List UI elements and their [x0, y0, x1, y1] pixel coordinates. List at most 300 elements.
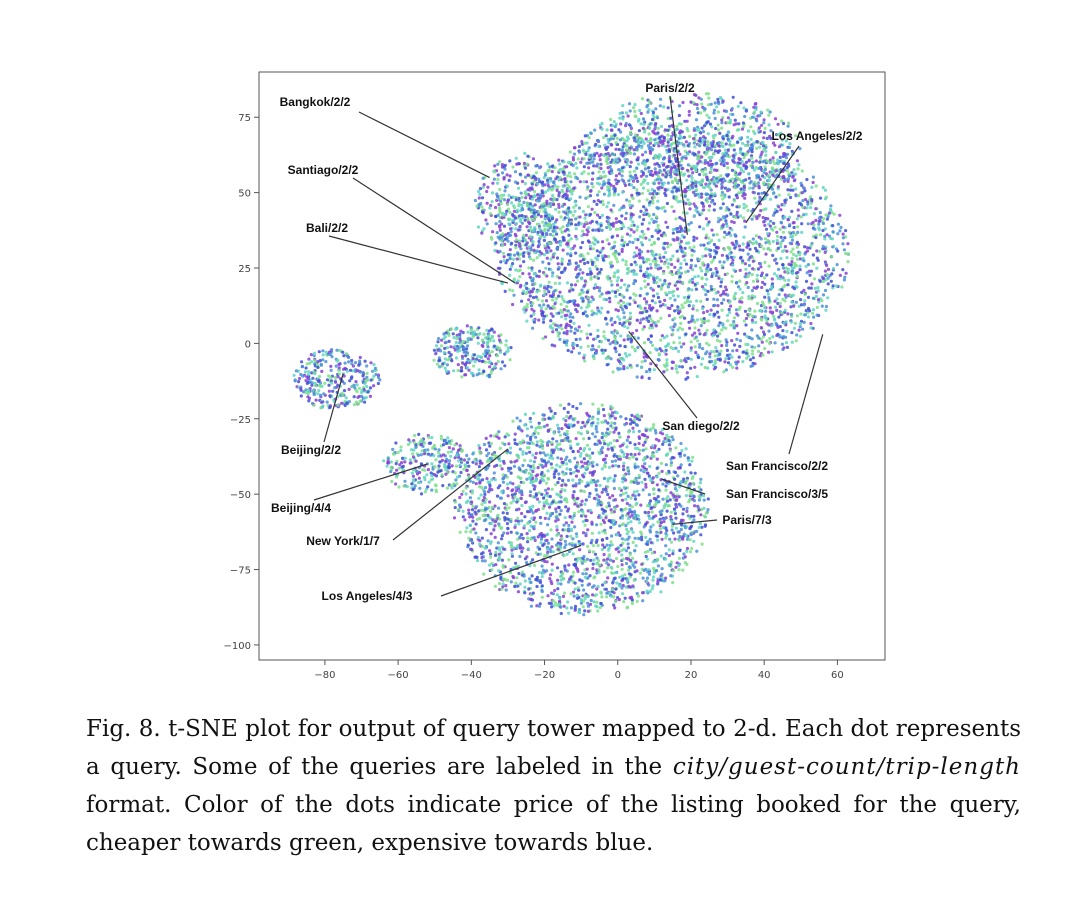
scatter-point — [653, 220, 656, 223]
scatter-point — [759, 309, 762, 312]
scatter-point — [506, 200, 509, 203]
scatter-point — [744, 167, 747, 170]
scatter-point — [575, 338, 578, 341]
scatter-point — [759, 156, 762, 159]
scatter-point — [705, 247, 708, 250]
scatter-point — [726, 166, 729, 169]
scatter-point — [663, 350, 666, 353]
scatter-point — [587, 205, 590, 208]
scatter-point — [577, 157, 580, 160]
scatter-point — [741, 128, 744, 131]
scatter-point — [632, 197, 635, 200]
scatter-point — [558, 266, 561, 269]
scatter-point — [629, 152, 632, 155]
scatter-point — [648, 304, 651, 307]
scatter-point — [654, 170, 657, 173]
scatter-point — [631, 220, 634, 223]
scatter-point — [698, 144, 701, 147]
scatter-point — [533, 190, 536, 193]
scatter-point — [723, 236, 726, 239]
scatter-point — [546, 162, 549, 165]
scatter-point — [745, 109, 748, 112]
scatter-point — [480, 205, 483, 208]
scatter-point — [643, 478, 646, 481]
scatter-point — [702, 130, 705, 133]
scatter-point — [825, 305, 828, 308]
scatter-point — [609, 118, 612, 121]
scatter-point — [649, 263, 652, 266]
scatter-point — [530, 266, 533, 269]
scatter-point — [643, 142, 646, 145]
scatter-point — [576, 280, 579, 283]
scatter-point — [678, 114, 681, 117]
scatter-point — [578, 352, 581, 355]
scatter-point — [716, 298, 719, 301]
tsne-scatter-plot — [205, 62, 900, 702]
scatter-point — [557, 312, 560, 315]
scatter-point — [731, 169, 734, 172]
scatter-point — [563, 194, 566, 197]
scatter-point — [735, 281, 738, 284]
scatter-point — [747, 258, 750, 261]
scatter-point — [698, 225, 701, 228]
scatter-point — [539, 285, 542, 288]
scatter-point — [528, 245, 531, 248]
scatter-point — [741, 142, 744, 145]
scatter-point — [544, 267, 547, 270]
scatter-point — [792, 253, 795, 256]
scatter-point — [518, 202, 521, 205]
scatter-point — [594, 435, 597, 438]
scatter-point — [704, 293, 707, 296]
scatter-point — [563, 331, 566, 334]
scatter-point — [685, 179, 688, 182]
scatter-point — [644, 151, 647, 154]
scatter-point — [625, 212, 628, 215]
scatter-point — [552, 203, 555, 206]
scatter-point — [579, 254, 582, 257]
scatter-point — [736, 141, 739, 144]
scatter-point — [478, 203, 481, 206]
scatter-point — [621, 191, 624, 194]
scatter-point — [830, 255, 833, 258]
scatter-point — [786, 169, 789, 172]
scatter-point — [561, 225, 564, 228]
scatter-point — [710, 309, 713, 312]
scatter-point — [601, 240, 604, 243]
scatter-point — [615, 221, 618, 224]
scatter-point — [625, 198, 628, 201]
scatter-point — [522, 537, 525, 540]
scatter-point — [519, 253, 522, 256]
scatter-point — [622, 462, 625, 465]
scatter-point — [525, 243, 528, 246]
scatter-point — [661, 140, 664, 143]
scatter-point — [786, 283, 789, 286]
scatter-point — [509, 481, 512, 484]
scatter-point — [593, 287, 596, 290]
scatter-point — [690, 259, 693, 262]
scatter-point — [678, 122, 681, 125]
scatter-point — [726, 256, 729, 259]
scatter-point — [659, 179, 662, 182]
scatter-point — [495, 222, 498, 225]
scatter-point — [578, 215, 581, 218]
scatter-point — [771, 254, 774, 257]
scatter-point — [813, 212, 816, 215]
scatter-point — [559, 324, 562, 327]
scatter-point — [816, 286, 819, 289]
scatter-point — [547, 262, 550, 265]
scatter-point — [524, 579, 527, 582]
scatter-point — [687, 144, 690, 147]
scatter-point — [585, 180, 588, 183]
scatter-point — [506, 532, 509, 535]
scatter-point — [510, 531, 513, 534]
scatter-point — [798, 253, 801, 256]
scatter-point — [599, 158, 602, 161]
scatter-point — [619, 367, 622, 370]
scatter-point — [566, 330, 569, 333]
scatter-point — [779, 275, 782, 278]
scatter-point — [626, 326, 629, 329]
scatter-point — [701, 277, 704, 280]
scatter-point — [796, 258, 799, 261]
scatter-point — [725, 368, 728, 371]
scatter-point — [616, 234, 619, 237]
scatter-point — [663, 279, 666, 282]
scatter-point — [742, 236, 745, 239]
scatter-point — [742, 170, 745, 173]
scatter-point — [645, 175, 648, 178]
scatter-point — [761, 354, 764, 357]
scatter-point — [738, 244, 741, 247]
scatter-point — [539, 235, 542, 238]
scatter-point — [789, 242, 792, 245]
scatter-point — [833, 213, 836, 216]
scatter-point — [596, 329, 599, 332]
scatter-point — [533, 564, 536, 567]
scatter-point — [700, 193, 703, 196]
scatter-point — [560, 315, 563, 318]
scatter-point — [502, 511, 505, 514]
scatter-point — [683, 259, 686, 262]
scatter-point — [497, 195, 500, 198]
scatter-point — [668, 125, 671, 128]
scatter-point — [676, 305, 679, 308]
scatter-point — [714, 127, 717, 130]
scatter-point — [756, 285, 759, 288]
scatter-point — [791, 257, 794, 260]
scatter-point — [482, 551, 485, 554]
scatter-point — [824, 213, 827, 216]
scatter-point — [522, 260, 525, 263]
scatter-point — [726, 349, 729, 352]
scatter-point — [574, 268, 577, 271]
scatter-point — [606, 363, 609, 366]
scatter-point — [625, 260, 628, 263]
scatter-point — [560, 537, 563, 540]
scatter-point — [705, 217, 708, 220]
scatter-point — [716, 98, 719, 101]
scatter-point — [706, 193, 709, 196]
scatter-point — [751, 352, 754, 355]
scatter-point — [515, 576, 518, 579]
scatter-point — [667, 181, 670, 184]
scatter-point — [681, 101, 684, 104]
scatter-point — [552, 322, 555, 325]
scatter-point — [629, 175, 632, 178]
scatter-point — [574, 217, 577, 220]
scatter-point — [651, 587, 654, 590]
scatter-point — [639, 210, 642, 213]
scatter-point — [538, 227, 541, 230]
scatter-point — [800, 182, 803, 185]
scatter-point — [741, 249, 744, 252]
scatter-point — [605, 322, 608, 325]
scatter-point — [656, 475, 659, 478]
scatter-point — [706, 329, 709, 332]
scatter-point — [553, 166, 556, 169]
scatter-point — [784, 309, 787, 312]
scatter-point — [658, 278, 661, 281]
scatter-point — [623, 152, 626, 155]
scatter-point — [693, 326, 696, 329]
scatter-point — [514, 433, 517, 436]
scatter-point — [583, 457, 586, 460]
scatter-point — [679, 266, 682, 269]
scatter-point — [532, 313, 535, 316]
scatter-point — [691, 254, 694, 257]
scatter-point — [560, 240, 563, 243]
scatter-point — [662, 272, 665, 275]
scatter-point — [738, 345, 741, 348]
scatter-point — [747, 297, 750, 300]
scatter-point — [656, 292, 659, 295]
scatter-point — [529, 490, 532, 493]
scatter-point — [774, 341, 777, 344]
scatter-point — [746, 209, 749, 212]
scatter-point — [737, 165, 740, 168]
scatter-point — [560, 271, 563, 274]
scatter-point — [599, 311, 602, 314]
scatter-point — [586, 273, 589, 276]
scatter-point — [620, 214, 623, 217]
scatter-point — [602, 170, 605, 173]
scatter-point — [723, 164, 726, 167]
scatter-point — [725, 214, 728, 217]
scatter-point — [779, 156, 782, 159]
scatter-point — [799, 322, 802, 325]
scatter-point — [633, 136, 636, 139]
scatter-point — [696, 103, 699, 106]
scatter-point — [517, 229, 520, 232]
scatter-point — [545, 232, 548, 235]
scatter-point — [526, 303, 529, 306]
scatter-point — [749, 125, 752, 128]
scatter-point — [718, 239, 721, 242]
scatter-point — [687, 241, 690, 244]
scatter-point — [700, 269, 703, 272]
scatter-point — [496, 182, 499, 185]
scatter-point — [691, 307, 694, 310]
scatter-point — [552, 230, 555, 233]
scatter-point — [671, 367, 674, 370]
scatter-point — [791, 235, 794, 238]
scatter-point — [538, 422, 541, 425]
scatter-point — [602, 203, 605, 206]
scatter-point — [699, 244, 702, 247]
scatter-point — [629, 109, 632, 112]
scatter-point — [761, 174, 764, 177]
scatter-point — [519, 225, 522, 228]
scatter-point — [618, 117, 621, 120]
scatter-point — [586, 141, 589, 144]
scatter-point — [671, 333, 674, 336]
scatter-point — [740, 256, 743, 259]
scatter-point — [592, 338, 595, 341]
scatter-point — [696, 162, 699, 165]
scatter-point — [660, 462, 663, 465]
scatter-point — [718, 321, 721, 324]
scatter-point — [738, 137, 741, 140]
scatter-point — [704, 254, 707, 257]
scatter-point — [619, 445, 622, 448]
scatter-point — [782, 322, 785, 325]
scatter-point — [537, 213, 540, 216]
scatter-point — [549, 528, 552, 531]
scatter-point — [622, 301, 625, 304]
scatter-point — [748, 272, 751, 275]
scatter-point — [760, 286, 763, 289]
scatter-point — [556, 175, 559, 178]
scatter-point — [574, 283, 577, 286]
scatter-point — [643, 356, 646, 359]
scatter-point — [701, 307, 704, 310]
scatter-point — [796, 241, 799, 244]
scatter-point — [627, 137, 630, 140]
scatter-point — [646, 159, 649, 162]
scatter-point — [789, 263, 792, 266]
scatter-point — [764, 168, 767, 171]
scatter-point — [775, 309, 778, 312]
scatter-point — [788, 231, 791, 234]
scatter-point — [486, 186, 489, 189]
scatter-point — [723, 195, 726, 198]
scatter-point — [532, 296, 535, 299]
scatter-point — [547, 246, 550, 249]
scatter-point — [617, 180, 620, 183]
scatter-point — [514, 246, 517, 249]
scatter-point — [683, 144, 686, 147]
scatter-point — [526, 217, 529, 220]
scatter-point — [735, 324, 738, 327]
scatter-point — [664, 544, 667, 547]
scatter-point — [596, 214, 599, 217]
scatter-point — [643, 280, 646, 283]
scatter-point — [752, 356, 755, 359]
scatter-point — [589, 270, 592, 273]
scatter-point — [710, 285, 713, 288]
scatter-point — [598, 495, 601, 498]
scatter-point — [683, 470, 686, 473]
scatter-point — [728, 353, 731, 356]
scatter-point — [776, 333, 779, 336]
scatter-point — [715, 185, 718, 188]
scatter-point — [569, 312, 572, 315]
scatter-point — [801, 191, 804, 194]
scatter-point — [783, 199, 786, 202]
scatter-point — [686, 127, 689, 130]
scatter-point — [659, 256, 662, 259]
scatter-point — [699, 131, 702, 134]
scatter-point — [587, 345, 590, 348]
scatter-point — [708, 204, 711, 207]
scatter-point — [646, 292, 649, 295]
scatter-point — [519, 218, 522, 221]
scatter-point — [707, 184, 710, 187]
scatter-point — [527, 221, 530, 224]
scatter-point — [553, 476, 556, 479]
scatter-point — [629, 316, 632, 319]
scatter-point — [597, 345, 600, 348]
scatter-point — [542, 337, 545, 340]
scatter-point — [478, 543, 481, 546]
scatter-point — [690, 340, 693, 343]
scatter-point — [572, 156, 575, 159]
scatter-point — [560, 230, 563, 233]
scatter-point — [579, 246, 582, 249]
scatter-point — [771, 282, 774, 285]
scatter-point — [525, 308, 528, 311]
scatter-point — [773, 144, 776, 147]
scatter-point — [546, 251, 549, 254]
scatter-point — [755, 159, 758, 162]
scatter-point — [653, 196, 656, 199]
scatter-point — [560, 295, 563, 298]
scatter-point — [747, 355, 750, 358]
scatter-point — [734, 173, 737, 176]
scatter-point — [681, 167, 684, 170]
scatter-point — [610, 129, 613, 132]
scatter-point — [642, 233, 645, 236]
scatter-point — [656, 186, 659, 189]
scatter-point — [724, 187, 727, 190]
scatter-point — [682, 174, 685, 177]
scatter-point — [533, 282, 536, 285]
scatter-point — [548, 213, 551, 216]
scatter-point — [815, 233, 818, 236]
scatter-point — [615, 330, 618, 333]
scatter-point — [688, 246, 691, 249]
scatter-point — [787, 218, 790, 221]
scatter-point — [640, 112, 643, 115]
scatter-point — [800, 231, 803, 234]
scatter-point — [791, 272, 794, 275]
scatter-point — [529, 235, 532, 238]
scatter-point — [737, 157, 740, 160]
scatter-point — [687, 287, 690, 290]
scatter-point — [489, 434, 492, 437]
scatter-point — [657, 224, 660, 227]
scatter-point — [651, 579, 654, 582]
scatter-point — [822, 280, 825, 283]
scatter-point — [579, 196, 582, 199]
scatter-point — [543, 474, 546, 477]
scatter-point — [591, 161, 594, 164]
scatter-point — [816, 257, 819, 260]
scatter-point — [737, 285, 740, 288]
